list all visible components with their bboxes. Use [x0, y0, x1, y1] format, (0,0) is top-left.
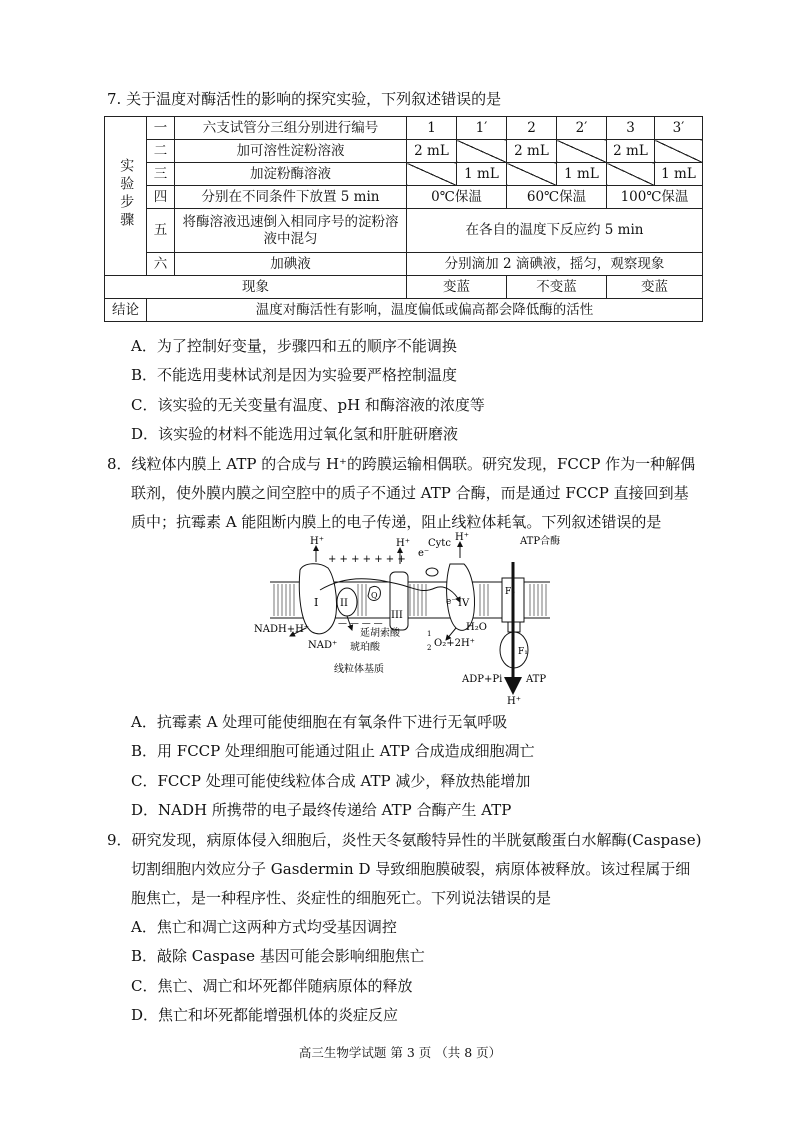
q7-option-d: D．该实验的材料不能选用过氧化氢和肝脏研磨液: [131, 425, 459, 443]
phenomenon-label: 现象: [105, 276, 407, 299]
empty-diagonal-cell: [457, 140, 507, 163]
table-row: [105, 253, 703, 276]
step-num: 四: [147, 186, 175, 209]
q8-stem-line: 8．线粒体内膜上 ATP 的合成与 H⁺的跨膜运输相偶联。研究发现，FCCP 作为一种解偶: [107, 455, 696, 473]
table-cell: 1 mL: [655, 163, 703, 186]
step-desc: 六支试管分三组分别进行编号: [175, 117, 407, 140]
step-num: 六: [147, 253, 175, 276]
table-cell: 100℃保温: [607, 186, 703, 209]
nadh-label: NADH+H⁺: [254, 624, 310, 635]
empty-diagonal-cell: [557, 140, 607, 163]
q9-option-d: D．焦亡和坏死都能增强机体的炎症反应: [131, 1006, 399, 1024]
empty-diagonal-cell: [607, 163, 655, 186]
table-cell: 不变蓝: [507, 276, 607, 299]
step-num: 二: [147, 140, 175, 163]
table-cell: 变蓝: [607, 276, 703, 299]
table-row: [105, 163, 703, 186]
q8-stem-line: 质中；抗霉素 A 能阻断内膜上的电子传递，阻止线粒体耗氧。下列叙述错误的是: [131, 513, 662, 531]
table-cell: 2: [507, 117, 557, 140]
complex-iii: [390, 572, 408, 630]
oxygen-fraction-numerator: 1: [427, 630, 432, 638]
q9-option-c: C．焦亡、凋亡和坏死都伴随病原体的释放: [131, 977, 413, 995]
svg-text:F₀: F₀: [505, 587, 515, 597]
table-cell: 2 mL: [607, 140, 655, 163]
table-row: [105, 140, 703, 163]
step-desc: 加碘液: [175, 253, 407, 276]
plus-signs: + + + + + + +: [328, 554, 406, 565]
matrix-label: 线粒体基质: [334, 664, 384, 675]
table-cell: 2 mL: [507, 140, 557, 163]
experiment-table: [104, 116, 703, 322]
conclusion-text: 温度对酶活性有影响，温度偏低或偏高都会降低酶的活性: [147, 299, 703, 322]
table-row: [105, 117, 703, 140]
q8-stem-line: 联剂，使外膜内膜之间空腔中的质子不通过 ATP 合酶，而是通过 FCCP 直接回到基: [131, 484, 689, 502]
table-row: [105, 209, 703, 253]
ubiquinone-q: [368, 586, 380, 600]
atp-synthase-label: ATP合酶: [520, 536, 561, 547]
q7-option-b: B．不能选用斐林试剂是因为实验要严格控制温度: [131, 366, 458, 384]
table-cell: 3: [607, 117, 655, 140]
step-desc: 将酶溶液迅速倒入相同序号的淀粉溶液中混匀: [175, 209, 407, 253]
q9-stem-line: 胞焦亡，是一种程序性、炎症性的细胞死亡。下列说法错误的是: [131, 889, 552, 907]
h-plus-label: H⁺: [455, 532, 469, 543]
table-row: [105, 299, 703, 322]
q7-option-c: C．该实验的无关变量有温度、pH 和酶溶液的浓度等: [131, 396, 485, 414]
q8-option-c: C．FCCP 处理可能使线粒体合成 ATP 减少，释放热能增加: [131, 772, 531, 790]
h-plus-label: H⁺: [507, 696, 521, 707]
atp-label: ATP: [526, 674, 547, 685]
step-desc: 加淀粉酶溶液: [175, 163, 407, 186]
empty-diagonal-cell: [507, 163, 557, 186]
e-minus-label: e⁻: [418, 548, 430, 559]
q9-stem-line: 9．研究发现，病原体侵入细胞后，炎性天冬氨酸特异性的半胱氨酸蛋白水解酶(Caspase): [107, 831, 702, 849]
table-cell: 变蓝: [407, 276, 507, 299]
mitochondria-diagram: [250, 532, 570, 707]
h-plus-label: H⁺: [310, 536, 324, 547]
atp-synthase: [500, 562, 528, 692]
table-cell: 1 mL: [457, 163, 507, 186]
cytc-label: Cytc: [428, 538, 451, 549]
table-cell: 在各自的温度下反应约 5 min: [407, 209, 703, 253]
table-row: [105, 276, 703, 299]
empty-diagonal-cell: [407, 163, 457, 186]
minus-signs: — — — —: [338, 619, 383, 629]
q9-option-a: A．焦亡和凋亡这两种方式均受基因调控: [131, 918, 397, 936]
complex-ii: [337, 588, 357, 616]
side-label: 实验步骤: [118, 157, 135, 230]
q8-option-d: D．NADH 所携带的电子最终传递给 ATP 合酶产生 ATP: [131, 801, 512, 819]
fumarate-label: 延胡索酸: [360, 628, 400, 639]
svg-text:III: III: [391, 610, 403, 621]
svg-text:F₁: F₁: [518, 647, 528, 657]
svg-text:IV: IV: [458, 598, 470, 609]
table-cell: 1 mL: [557, 163, 607, 186]
empty-diagonal-cell: [655, 140, 703, 163]
step-num: 一: [147, 117, 175, 140]
q9-stem-line: 切割细胞内效应分子 Gasdermin D 导致细胞膜破裂，病原体被释放。该过程属于细: [131, 860, 691, 878]
q8-option-b: B．用 FCCP 处理细胞可能通过阻止 ATP 合成造成细胞凋亡: [131, 742, 535, 760]
h-plus-label: H⁺: [396, 538, 410, 549]
table-cell: 1′: [457, 117, 507, 140]
conclusion-label: 结论: [105, 299, 147, 322]
table-cell: 分别滴加 2 滴碘液，摇匀，观察现象: [407, 253, 703, 276]
svg-text:I: I: [314, 596, 319, 609]
table-cell: 0℃保温: [407, 186, 507, 209]
e-minus-label: e⁻: [446, 597, 457, 607]
table-cell: 2′: [557, 117, 607, 140]
q8-option-a: A．抗霉素 A 处理可能使细胞在有氧条件下进行无氧呼吸: [131, 713, 508, 731]
page-footer: 高三生物学试题 第 3 页 （共 8 页）: [298, 1045, 502, 1060]
nad-label: NAD⁺: [308, 640, 338, 651]
table-cell: 60℃保温: [507, 186, 607, 209]
svg-text:II: II: [340, 598, 348, 609]
adp-label: ADP+Pi: [462, 674, 503, 685]
table-row: [105, 186, 703, 209]
step-num: 三: [147, 163, 175, 186]
oxygen-fraction-denominator: 2: [427, 644, 432, 652]
table-cell: 2 mL: [407, 140, 457, 163]
q9-option-b: B．敲除 Caspase 基因可能会影响细胞焦亡: [131, 947, 425, 965]
q7-option-a: A．为了控制好变量，步骤四和五的顺序不能调换: [131, 337, 457, 355]
succinate-label: 琥珀酸: [350, 642, 380, 653]
cytc-carrier: [426, 568, 438, 576]
table-cell: 1: [407, 117, 457, 140]
step-num: 五: [147, 209, 175, 253]
q7-stem: 7. 关于温度对酶活性的影响的探究实验，下列叙述错误的是: [107, 90, 502, 108]
step-desc: 分别在不同条件下放置 5 min: [175, 186, 407, 209]
svg-text:Q: Q: [371, 591, 378, 600]
side-label-cell: [105, 117, 147, 276]
table-cell: 3′: [655, 117, 703, 140]
water-label: H₂O: [466, 622, 487, 633]
oxygen-label: O₂+2H⁺: [434, 638, 475, 649]
step-desc: 加可溶性淀粉溶液: [175, 140, 407, 163]
